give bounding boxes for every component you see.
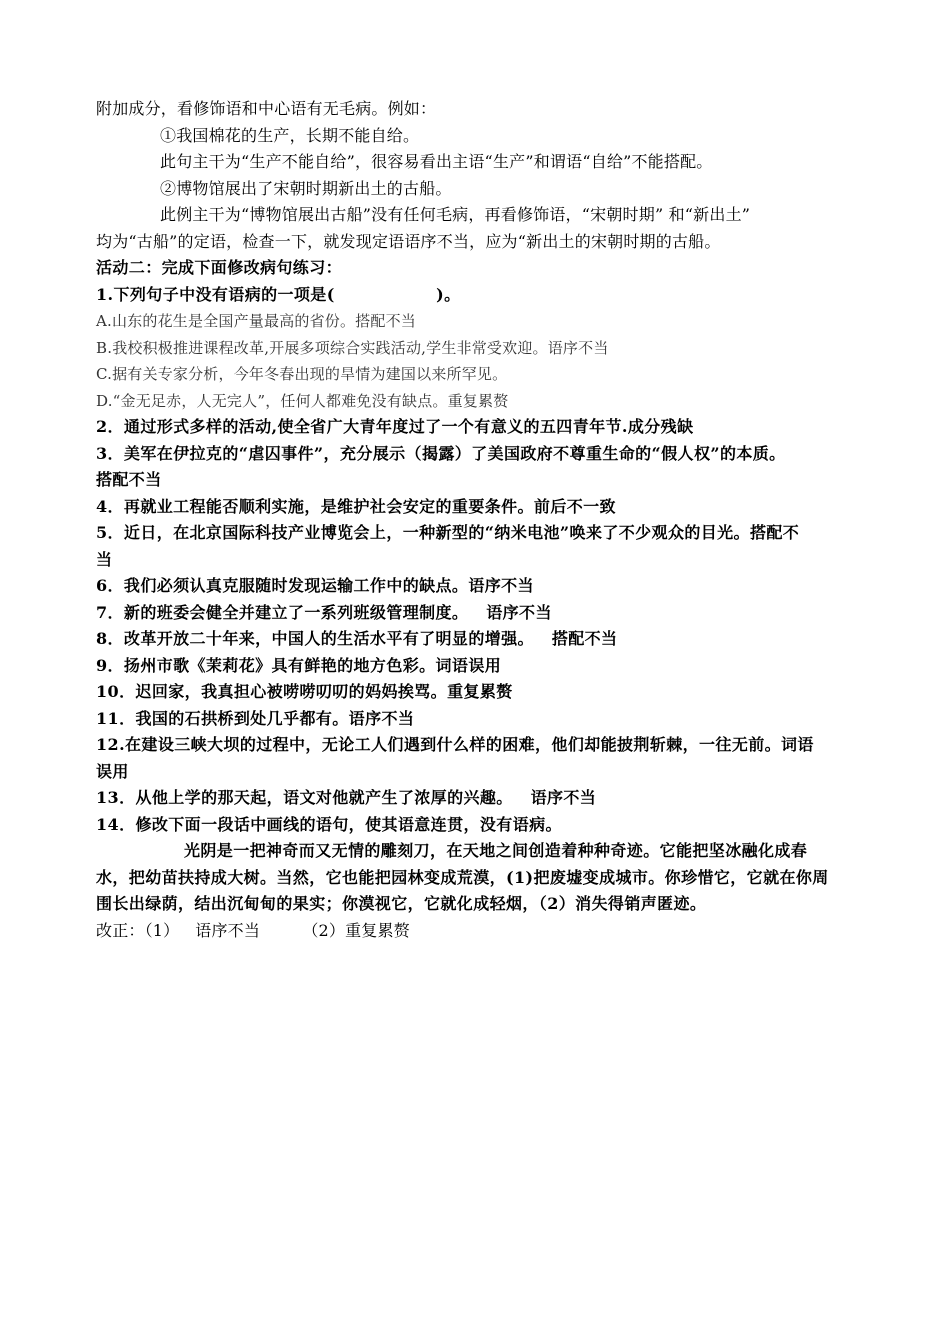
question-4: 4．再就业工程能否顺利实施，是维护社会安定的重要条件。前后不一致: [96, 496, 616, 516]
question-1-stem: 1.下列句子中没有语病的一项是( )。: [96, 284, 461, 304]
question-3-cont: 搭配不当: [96, 470, 162, 489]
question-13: 13．从他上学的那天起，语文对他就产生了浓厚的兴趣。 语序不当: [96, 788, 597, 807]
example-1: ①我国棉花的生产，长期不能自给。: [160, 125, 420, 145]
question-5-cont: 当: [96, 549, 113, 569]
intro-line-1: 附加成分，看修饰语和中心语有无毛病。例如：: [96, 99, 437, 118]
example-2-analysis-cont: 均为“古船”的定语，检查一下，就发现定语语序不当，应为“新出土的宋朝时期的古船。: [96, 231, 721, 251]
question-5: 5．近日，在北京国际科技产业博览会上，一种新型的“纳米电池”唤来了不少观众的目光。搭配不: [96, 523, 800, 542]
question-2: 2．通过形式多样的活动,使全省广大青年度过了一个有意义的五四青年节.成分残缺: [96, 417, 694, 436]
correction-line: 改正：（1） 语序不当 （2）重复累赘: [96, 920, 410, 940]
option-c: C.据有关专家分析，今年冬春出现的旱情为建国以来所罕见。: [96, 365, 508, 383]
question-12: 12.在建设三峡大坝的过程中，无论工人们遇到什么样的困难，他们却能披荆斩棘，一往无前。词语: [96, 735, 814, 754]
question-10: 10．迟回家，我真担心被唠唠叨叨的妈妈挨骂。重复累赘: [96, 682, 513, 701]
question-11: 11．我国的石拱桥到处几乎都有。语序不当: [96, 708, 415, 728]
example-1-analysis: 此句主干为“生产不能自给”，很容易看出主语“生产”和谓语“自给”不能搭配。: [160, 152, 713, 171]
question-6: 6．我们必须认真克服随时发现运输工作中的缺点。语序不当: [96, 576, 534, 595]
question-9: 9．扬州市歌《茉莉花》具有鲜艳的地方色彩。词语误用: [96, 655, 502, 675]
option-a: A.山东的花生是全国产量最高的省份。搭配不当: [96, 312, 417, 330]
example-2: ②博物馆展出了宋朝时期新出土的古船。: [160, 178, 452, 198]
question-12-cont: 误用: [96, 761, 129, 781]
option-d: D.“金无足赤，人无完人”，任何人都难免没有缺点。重复累赘: [96, 391, 509, 410]
passage-line-3: 围长出绿荫，结出沉甸甸的果实；你漠视它，它就化成轻烟，（2）消失得销声匿迹。: [96, 894, 707, 913]
question-14: 14．修改下面一段话中画线的语句，使其语意连贯，没有语病。: [96, 814, 562, 834]
passage-line-1: 光阴是一把神奇而又无情的雕刻刀，在天地之间创造着种种奇迹。它能把坚冰融化成春: [184, 841, 808, 860]
question-7: 7．新的班委会健全并建立了一系列班级管理制度。 语序不当: [96, 602, 552, 622]
activity-title: 活动二：完成下面修改病句练习：: [96, 258, 343, 277]
question-3: 3．美军在伊拉克的“虐囚事件”，充分展示（揭露）了美国政府不尊重生命的“假人权”的本质。: [96, 443, 786, 463]
document-page: [96, 96, 858, 944]
question-8: 8．改革开放二十年来，中国人的生活水平有了明显的增强。 搭配不当: [96, 629, 618, 648]
option-b: B.我校积极推进课程改革,开展多项综合实践活动,学生非常受欢迎。语序不当: [96, 338, 609, 357]
example-2-analysis: 此例主干为“博物馆展出古船”没有任何毛病，再看修饰语，“宋朝时期” 和“新出土”: [160, 205, 751, 224]
passage-line-2: 水，把幼苗扶持成大树。当然，它也能把园林变成荒漠，(1)把废墟变成城市。你珍惜它，它就在你周: [96, 867, 829, 887]
